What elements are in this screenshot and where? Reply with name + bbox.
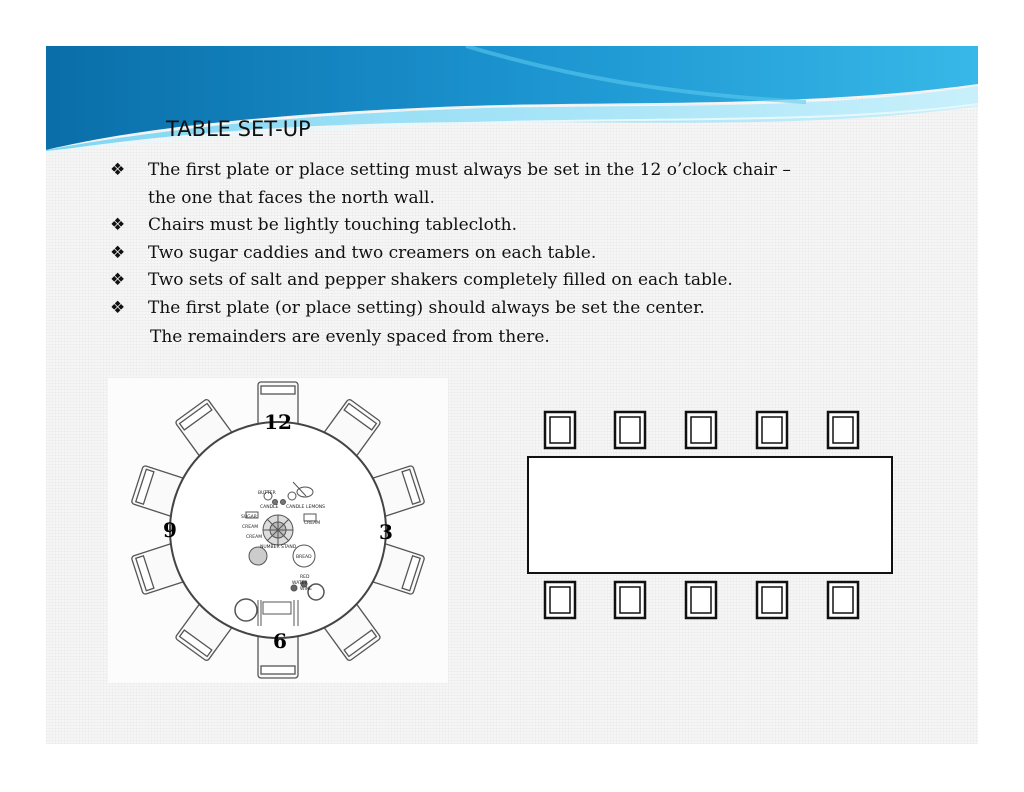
rectangular-table-chair <box>828 582 858 618</box>
rectangular-table-chair <box>757 582 787 618</box>
rectangular-table-chair <box>686 412 716 448</box>
center-label: WINE <box>300 587 312 592</box>
bullet-text: The first plate or place setting must always be set in the 12 o’clock chair – <box>148 160 791 180</box>
center-label: CREAM <box>246 535 263 540</box>
center-label: BREAD <box>296 555 312 560</box>
bullet-item <box>110 157 930 185</box>
rectangular-table-chair <box>545 412 575 448</box>
bullet-text: Two sets of salt and pepper shakers completely filled on each table. <box>148 270 733 290</box>
rectangular-table-chair <box>615 412 645 448</box>
rectangular-table-top <box>528 457 892 573</box>
slide-title: TABLE SET-UP <box>166 117 311 141</box>
round-table-diagram <box>108 378 448 683</box>
bullet-item <box>110 212 930 240</box>
bullet-item <box>110 267 930 295</box>
round-table-svg <box>108 378 448 683</box>
center-label: RED <box>300 575 310 580</box>
seat-label-12: 12 <box>264 410 292 434</box>
diamond-quad-bullet-icon: ❖ <box>110 270 126 290</box>
rectangular-table-diagram <box>524 404 896 626</box>
bullet-item <box>110 240 930 268</box>
bullet-text: Chairs must be lightly touching tablecloth. <box>148 215 518 235</box>
diamond-quad-bullet-icon: ❖ <box>110 297 126 318</box>
rectangular-table-chair <box>757 412 787 448</box>
bullet-continuation <box>110 185 930 213</box>
center-label: SUGAR <box>241 515 257 520</box>
center-label: LEMONS <box>306 505 325 510</box>
center-label: BUTTER <box>258 491 276 496</box>
diamond-quad-bullet-icon: ❖ <box>110 160 126 180</box>
bullet-list <box>110 157 930 322</box>
rectangular-table-svg <box>524 404 896 626</box>
bullet-text: The first plate (or place setting) should always be set the center. <box>148 297 705 318</box>
bullet-text: Two sugar caddies and two creamers on each table. <box>148 242 597 263</box>
center-label: NUMBER STAND <box>260 545 297 550</box>
seat-label-6: 6 <box>273 629 287 653</box>
rectangular-table-chair <box>828 412 858 448</box>
bullet-text: the one that faces the north wall. <box>148 187 435 208</box>
remainders-note: The remainders are evenly spaced from there. <box>150 327 550 347</box>
rectangular-table-chair <box>686 582 716 618</box>
center-label: CREAM <box>304 521 321 526</box>
seat-label-9: 9 <box>163 518 177 542</box>
bullet-item <box>110 295 930 323</box>
seat-label-3: 3 <box>379 520 393 544</box>
diamond-quad-bullet-icon: ❖ <box>110 215 126 235</box>
center-label: WATER <box>292 581 308 586</box>
center-label: CANDLE <box>260 505 279 510</box>
diamond-quad-bullet-icon: ❖ <box>110 242 126 263</box>
center-label: CREAM <box>242 525 259 530</box>
rectangular-table-chair <box>615 582 645 618</box>
rectangular-table-chair <box>545 582 575 618</box>
center-label: CANDLE <box>286 505 305 510</box>
